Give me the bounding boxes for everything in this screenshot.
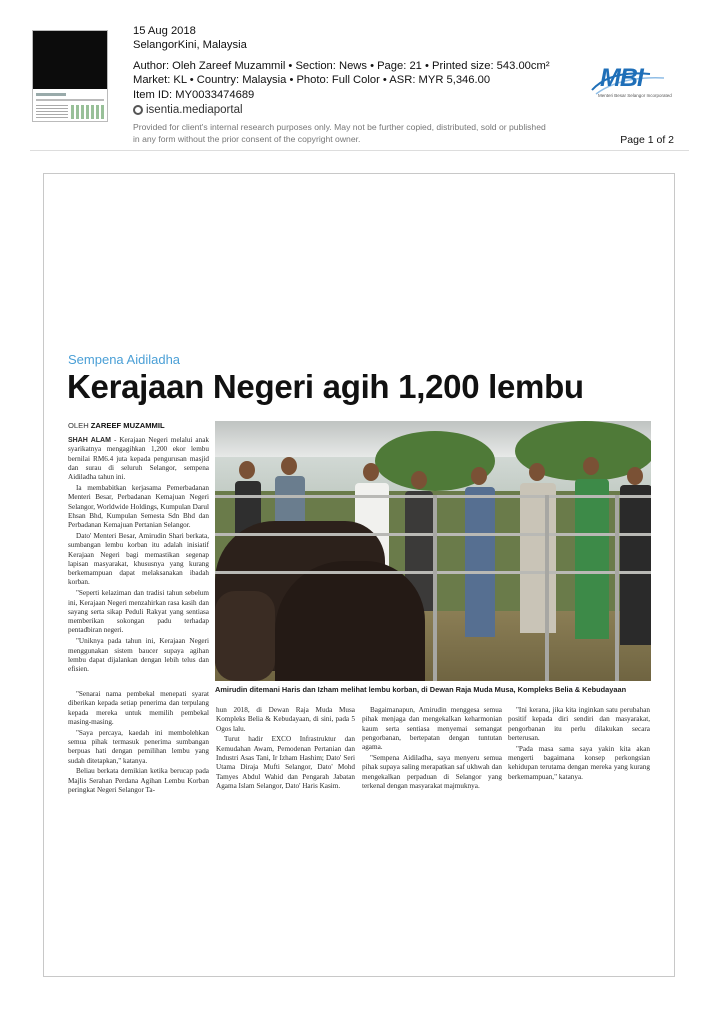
clip-metadata <box>133 24 550 102</box>
header-divider <box>30 150 689 151</box>
clip-item-id: Item ID: MY0033474689 <box>133 88 255 101</box>
paragraph-text: - Kerajaan Negeri melalui anak syarikatnya mengagihkan 1,200 ekor lembu bernilai RM6.4 juta kepada pengurusan masjid dan surau di seluruh Selangor, sempena Aidiladha tahun ini. <box>68 436 209 482</box>
article-column-3 <box>362 706 502 793</box>
page-number: Page 1 of 2 <box>620 134 674 146</box>
article-column-1-lower <box>68 690 209 797</box>
clip-author-line: Author: Oleh Zareef Muzammil • Section: News • Page: 21 • Printed size: 543.00cm² <box>133 59 550 72</box>
paragraph: Dato' Menteri Besar, Amirudin Shari berkata, sumbangan lembu korban itu adalah inisiatif Kerajaan Negeri bagi memastikan segenap lapisan masyarakat, khususnya yang kurang berkemampuan dapat melaksanakan ibadah korban. <box>68 531 209 587</box>
paragraph: hun 2018, di Dewan Raja Muda Musa Kompleks Belia & Kebudayaan, di sini, pada 5 Ogos lalu. <box>216 706 355 733</box>
paragraph: "Seperti kelaziman dan tradisi tahun sebelum ini, Kerajaan Negeri menzahirkan rasa kasih dan sayang serta sikap Peduli Rakyat yang sentiasa memberikan sokongan padu terhadap pentadbiran negeri. <box>68 589 209 635</box>
article-headline: Kerajaan Negeri agih 1,200 lembu <box>67 368 584 405</box>
paragraph: "Sempena Aidiladha, saya menyeru semua pihak supaya saling merapatkan saf ukhwah dan mengekalkan perpaduan di Selangor yang terkenal dengan masyarakat majmuknya. <box>362 753 502 790</box>
paragraph <box>68 436 209 482</box>
article-column-1 <box>68 436 209 676</box>
paragraph: Bagaimanapun, Amirudin menggesa semua pihak menjaga dan mengekalkan keharmonian kaum serta sentiasa menyemai semangat pengorbanan, bertepatan dengan tuntutan agama. <box>362 706 502 752</box>
clip-date: 15 Aug 2018 <box>133 25 196 37</box>
mbi-logo-text: MBI <box>600 64 643 92</box>
article-kicker: Sempena Aidiladha <box>68 352 181 367</box>
thumbnail-table <box>71 105 104 119</box>
paragraph: Ia membabitkan kerjasama Pemerbadanan Menteri Besar, Perbadanan Kemajuan Negeri Selangor, Worldwide Holdings, Kumpulan Darul Ehsan Bhd, Kumpulan Semesta Sdn Bhd dan Perbadanan Kemajuan Pertanian Selangor. <box>68 483 209 530</box>
isentia-label: isentia.mediaportal <box>146 104 243 116</box>
thumbnail-headline <box>36 99 104 101</box>
thumbnail-text <box>36 105 68 119</box>
paragraph: "Senarai nama pembekal menepati syarat diberikan kepada setiap penerima dan terpulang kepada mereka untuk memilih pembekal masing-masing. <box>68 690 209 726</box>
copyright-disclaimer: Provided for client's internal research purposes only. May not be further copied, distributed, sold or published in any form without the prior consent of the copyright owner. <box>133 122 546 144</box>
paragraph: "Ini kerana, jika kita inginkan satu perubahan positif kepada diri sendiri dan masyarakat, pengorbanan itu perlu dilakukan secara berterusan. <box>508 706 650 742</box>
paragraph: "Pada masa sama saya yakin kita akan mengerti bagaimana konsep perkongsian kehidupan terutama dengan mereka yang kurang berkemampuan," katanya. <box>508 744 650 781</box>
byline-prefix: OLEH <box>68 421 91 430</box>
paragraph: "Saya percaya, kaedah ini membolehkan semua pihak termasuk penerima sumbangan berpuas hati dengan pemilihan lembu yang sudah ditetapkan," katanya. <box>68 728 209 765</box>
article-column-4 <box>508 706 650 783</box>
paragraph: Beliau berkata demikian ketika berucap pada Majlis Serahan Perdana Agihan Lembu Korban peringkat Negeri Selangor Ta- <box>68 767 209 794</box>
page-thumbnail[interactable] <box>32 30 108 122</box>
article-column-2 <box>216 706 355 793</box>
clip-market-line: Market: KL • Country: Malaysia • Photo: Full Color • ASR: MYR 5,346.00 <box>133 74 491 87</box>
clip-source: SelangorKini, Malaysia <box>133 39 247 52</box>
mbi-logo <box>590 66 670 102</box>
thumbnail-kicker <box>36 93 66 96</box>
article-photo <box>215 421 651 681</box>
isentia-brand[interactable] <box>133 104 243 116</box>
dateline: SHAH ALAM <box>68 437 111 444</box>
byline-name: ZAREEF MUZAMMIL <box>90 421 165 430</box>
mbi-logo-subtitle: Menteri Besar Selangor Incorporated <box>598 93 672 98</box>
article-byline <box>68 421 165 430</box>
thumbnail-photo <box>33 31 107 89</box>
paragraph: Turut hadir EXCO Infrastruktur dan Kemudahan Awam, Pemodenan Pertanian dan Industri Asas Tani, Ir Izham Hashim; Dato' Seri Utama Diraja Mufti Selangor, Dato' Mohd Tamyes Abdul Wahid dan Pengarah Jabatan Agama Islam Selangor, Dato' Haris Kasim. <box>216 735 355 790</box>
isentia-logo-icon <box>133 105 143 115</box>
photo-caption: Amirudin ditemani Haris dan Izham melihat lembu korban, di Dewan Raja Muda Musa, Kompleks Belia & Kebudayaan <box>215 685 627 694</box>
paragraph: "Uniknya pada tahun ini, Kerajaan Negeri menggunakan sistem baucer supaya agihan lembu dapat dijalankan dengan lebih telus dan efisien. <box>68 637 209 674</box>
